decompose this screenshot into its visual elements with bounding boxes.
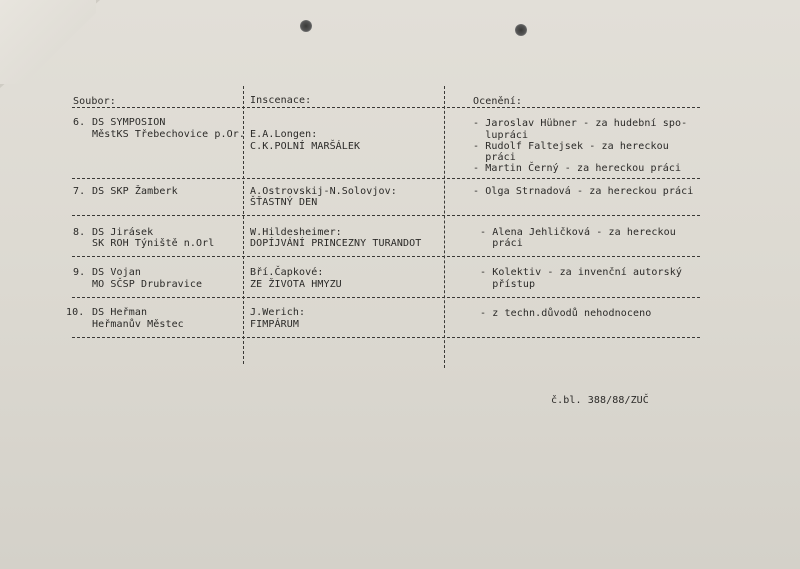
row-number: 6. <box>73 117 86 128</box>
row-divider <box>72 107 700 108</box>
production-author: J.Werich: <box>250 307 306 318</box>
row-divider <box>72 215 700 216</box>
row-number: 7. <box>73 186 86 197</box>
ensemble-org: MO SČSP Drubravice <box>92 279 203 290</box>
production-author: A.Ostrovskij-N.Solovjov: <box>250 186 397 197</box>
award-line: práci <box>473 152 516 163</box>
ensemble-name: DS Jirásek <box>92 227 154 238</box>
production-author: Bří.Čapkové: <box>250 267 324 278</box>
award-line: práci <box>480 238 523 249</box>
row-divider <box>72 178 700 179</box>
award-line: - Martin Černý - za hereckou práci <box>473 163 682 174</box>
production-title: ZE ŽIVOTA HMYZU <box>250 279 342 290</box>
row-divider <box>72 337 700 338</box>
column-divider <box>444 86 445 368</box>
ensemble-org: Heřmanův Městec <box>92 319 184 330</box>
ensemble-name: DS SKP Žamberk <box>92 186 178 197</box>
punch-hole <box>515 24 527 36</box>
production-author: E.A.Longen: <box>250 129 318 140</box>
ensemble-name: DS SYMPOSION <box>92 117 166 128</box>
award-line: lupráci <box>473 130 529 141</box>
ensemble-name: DS Vojan <box>92 267 141 278</box>
folded-corner-highlight <box>0 0 96 84</box>
award-line: - Olga Strnadová - za hereckou práci <box>473 186 694 197</box>
column-divider <box>243 86 244 364</box>
production-title: DOPÍJVÁNÍ PRINCEZNY TURANDOT <box>250 238 422 249</box>
award-line: - Jaroslav Hübner - za hudební spo- <box>473 118 688 129</box>
ensemble-org: SK ROH Týniště n.Orl <box>92 238 215 249</box>
header-inscenace: Inscenace: <box>250 95 312 106</box>
row-number: 10. <box>66 307 85 318</box>
row-divider <box>72 256 700 257</box>
row-number: 9. <box>73 267 86 278</box>
production-title: C.K.POLNÍ MARŠÁLEK <box>250 141 361 152</box>
award-line: - z techn.důvodů nehodnoceno <box>480 308 652 319</box>
row-number: 8. <box>73 227 86 238</box>
production-author: W.Hildesheimer: <box>250 227 342 238</box>
header-soubor: Soubor: <box>73 96 116 107</box>
row-divider <box>72 297 700 298</box>
award-line: - Kolektiv - za invenční autorský <box>480 267 682 278</box>
ensemble-org: MěstKS Třebechovice p.Or. <box>92 129 246 140</box>
production-title: FIMPÁRUM <box>250 319 299 330</box>
punch-hole <box>300 20 312 32</box>
ensemble-name: DS Heřman <box>92 307 148 318</box>
production-title: ŠŤASTNÝ DEN <box>250 197 318 208</box>
document-reference: č.bl. 388/88/ZUČ <box>551 395 649 406</box>
header-oceneni: Ocenění: <box>473 96 522 107</box>
award-line: - Rudolf Faltejsek - za hereckou <box>473 141 669 152</box>
award-line: přístup <box>480 279 536 290</box>
award-line: - Alena Jehličková - za hereckou <box>480 227 676 238</box>
